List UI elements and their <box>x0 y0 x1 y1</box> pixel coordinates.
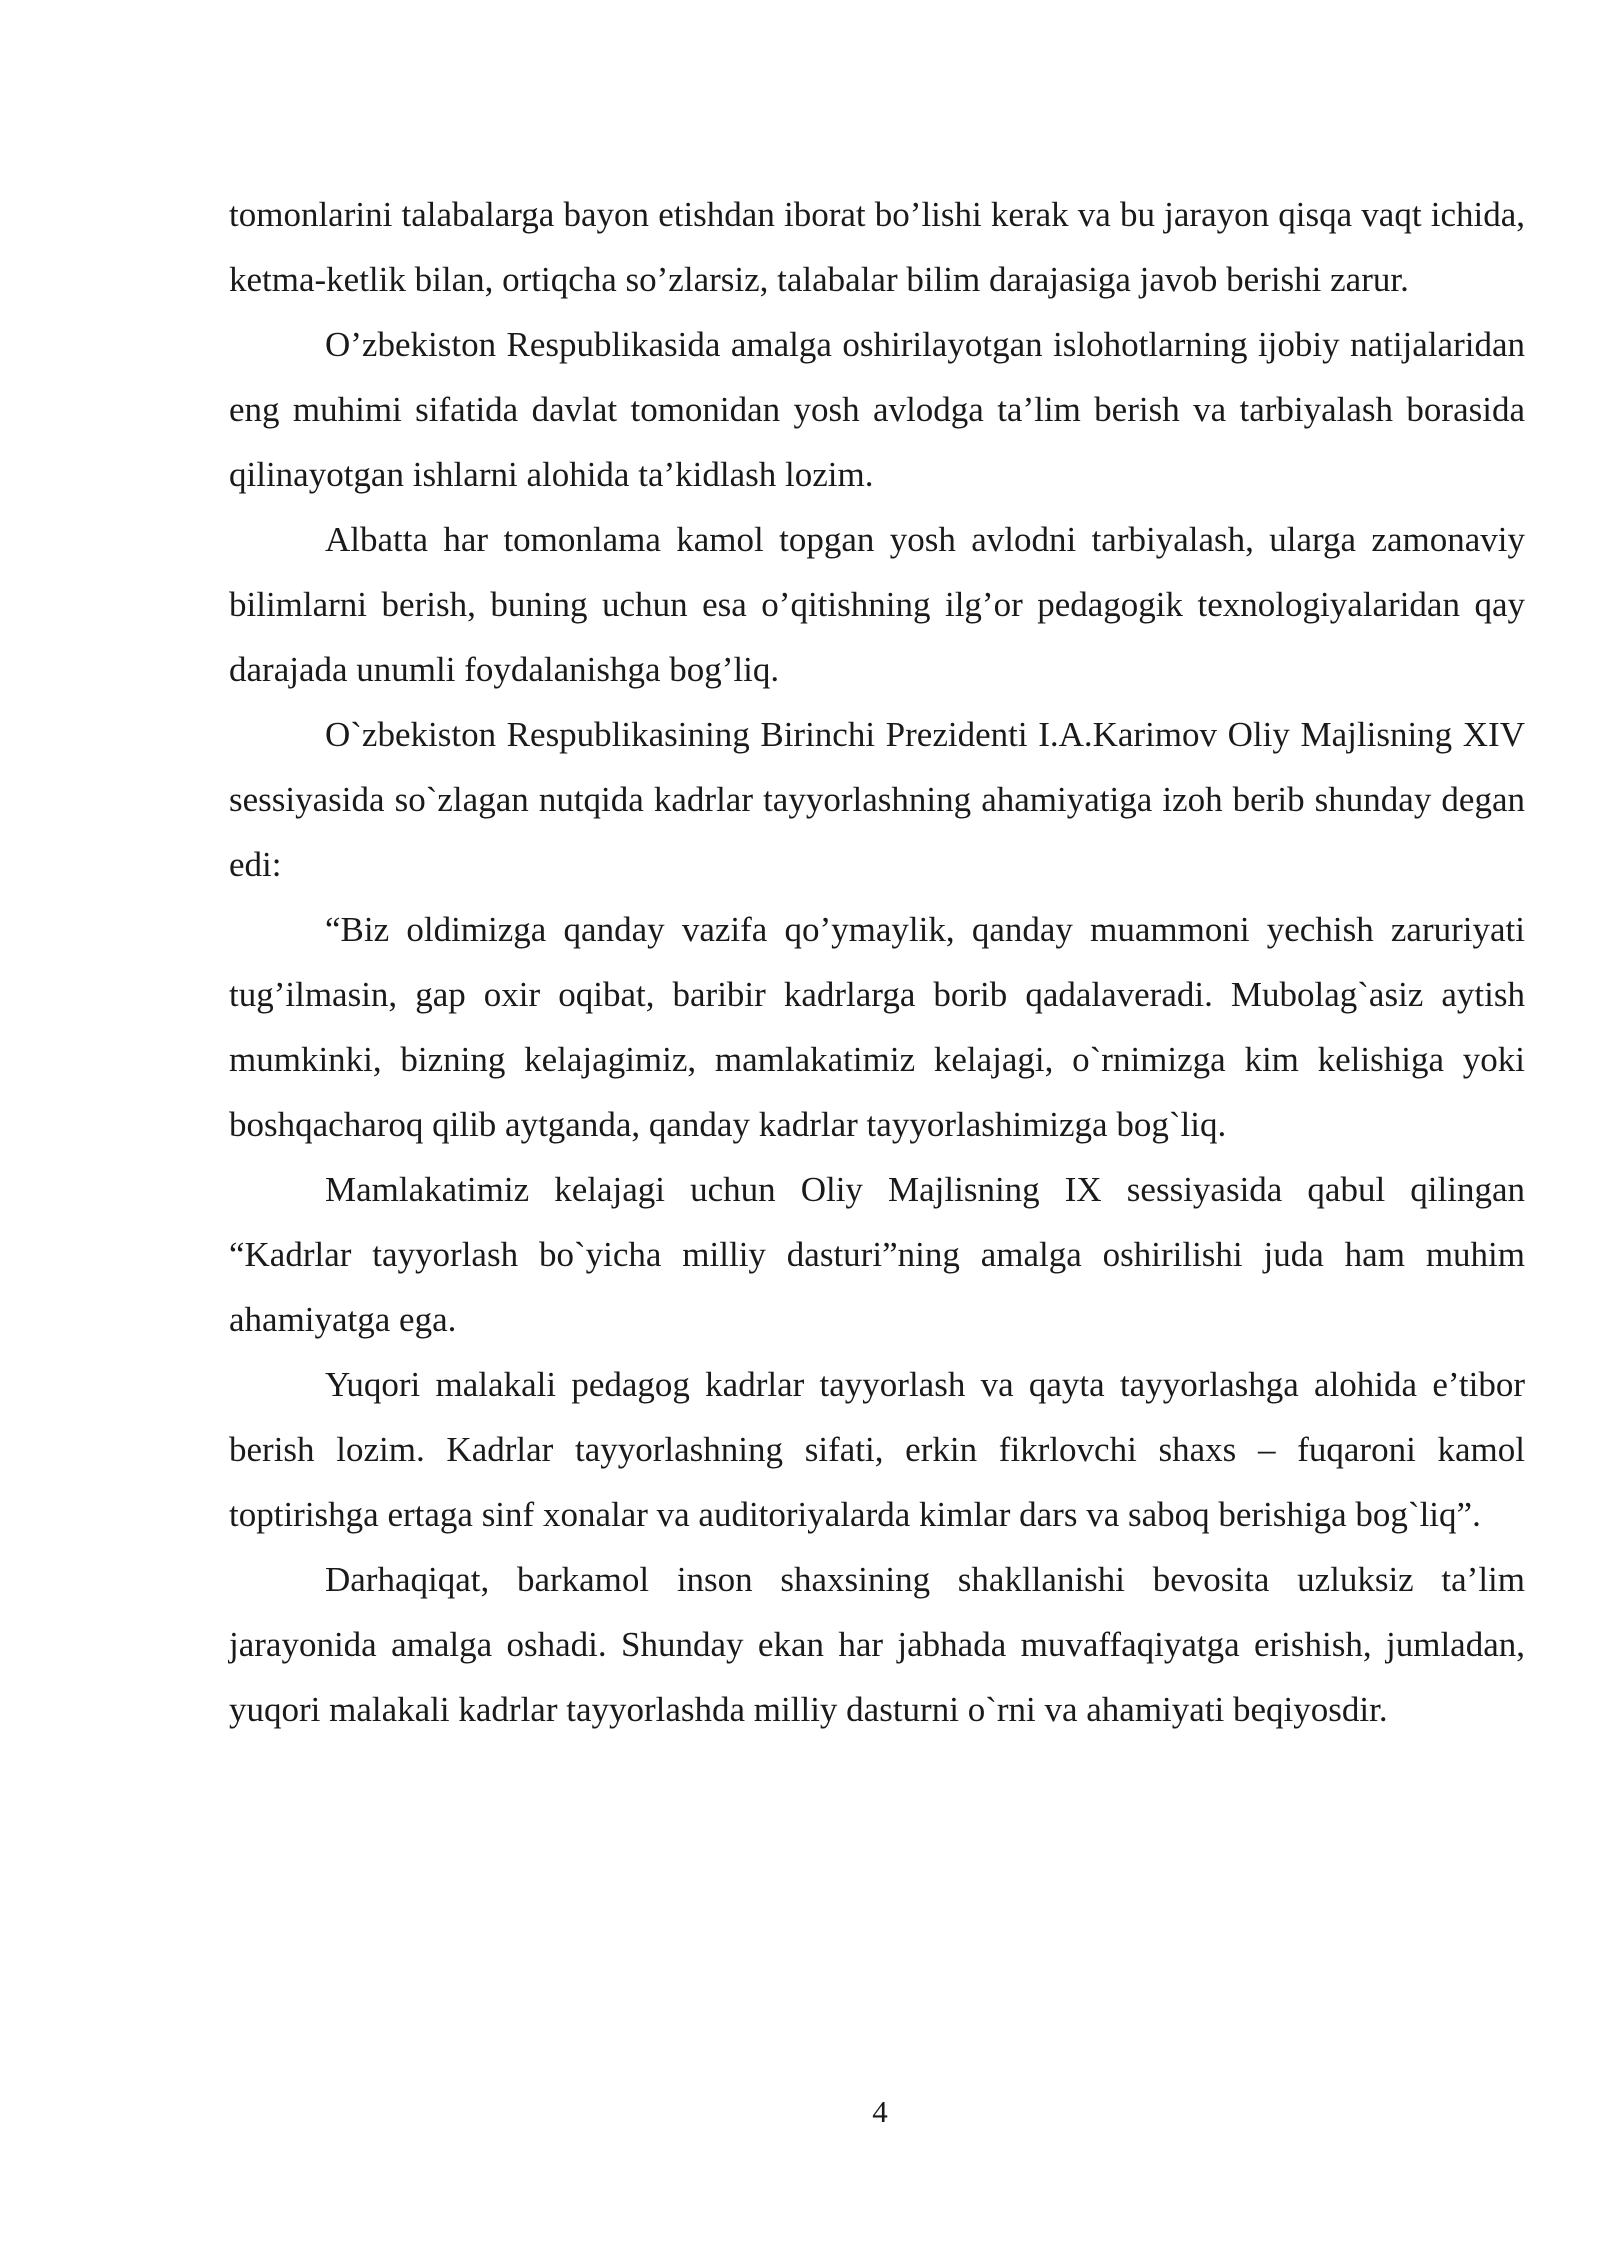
page-number: 4 <box>872 2094 888 2129</box>
paragraph-reforms: O’zbekiston Respublikasida amalga oshirilayotgan islohotlarning ijobiy natijalaridan eng muhimi sifatida davlat tomonidan yosh avlodga ta’lim berish va tarbiyalash borasida qilinayotgan ishlarni alohida ta’kidlash lozim. <box>229 325 1525 494</box>
paragraph-conclusion: Darhaqiqat, barkamol inson shaxsining shakllanishi bevosita uzluksiz ta’lim jarayonida amalga oshadi. Shunday ekan har jabhada muvaffaqiyatga erishish, jumladan, yuqori malakali kadrlar tayyorlashda milliy dasturni o`rni va ahamiyati beqiyosdir. <box>229 1560 1525 1729</box>
body-text <box>229 182 1525 1742</box>
paragraph-pedagogical-staff: Yuqori malakali pedagog kadrlar tayyorlash va qayta tayyorlashga alohida e’tibor berish lozim. Kadrlar tayyorlashning sifati, erkin fikrlovchi shaxs – fuqaroni kamol toptirishga ertaga sinf xonalar va auditoriyalarda kimlar dars va saboq berishiga bog`liq”. <box>229 1365 1525 1534</box>
paragraph-national-program: Mamlakatimiz kelajagi uchun Oliy Majlisning IX sessiyasida qabul qilingan “Kadrlar tayyorlash bo`yicha milliy dasturi”ning amalga oshirilishi juda ham muhim ahamiyatga ega. <box>229 1170 1525 1339</box>
paragraph-youth-education: Albatta har tomonlama kamol topgan yosh avlodni tarbiyalash, ularga zamonaviy bilimlarni berish, buning uchun esa o’qitishning ilg’or pedagogik texnologiyalaridan qay darajada unumli foydalanishga bog’liq. <box>229 520 1525 689</box>
paragraph-quote-start: “Biz oldimizga qanday vazifa qo’ymaylik, qanday muammoni yechish zaruriyati tug’ilmasin, gap oxir oqibat, baribir kadrlarga borib qadalaveradi. Mubolag`asiz aytish mumkinki, bizning kelajagimiz, mamlakatimiz kelajagi, o`rnimizga kim kelishiga yoki boshqacharoq qilib aytganda, qanday kadrlar tayyorlashimizga bog`liq. <box>229 910 1525 1144</box>
paragraph-president-speech: O`zbekiston Respublikasining Birinchi Prezidenti I.A.Karimov Oliy Majlisning XIV sessiyasida so`zlagan nutqida kadrlar tayyorlashning ahamiyatiga izoh berib shunday degan edi: <box>229 715 1525 884</box>
paragraph-continuation: tomonlarini talabalarga bayon etishdan iborat bo’lishi kerak va bu jarayon qisqa vaqt ichida, ketma-ketlik bilan, ortiqcha so’zlarsiz, talabalar bilim darajasiga javob berishi zarur. <box>229 195 1525 299</box>
